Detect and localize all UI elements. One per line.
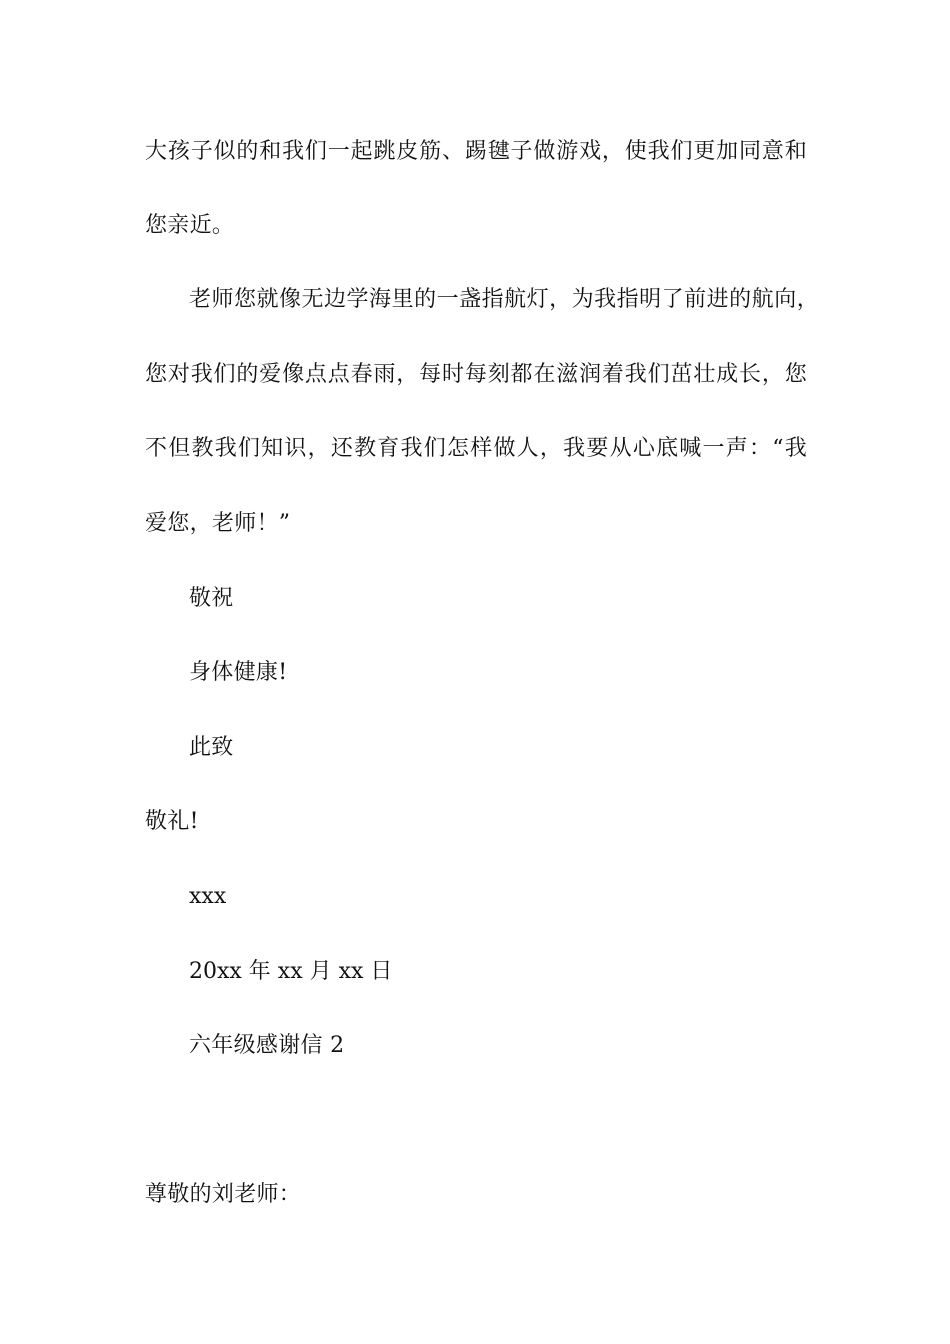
section-title: 六年级感谢信 2 <box>189 1033 345 1058</box>
date: 20xx 年 xx 月 xx 日 <box>189 959 393 984</box>
letter-greeting: 尊敬的刘老师： <box>145 1182 302 1207</box>
paragraph-line: 不但教我们知识，还教育我们怎样做人，我要从心底喊一声：“我 <box>145 436 807 461</box>
paragraph-line: 您亲近。 <box>145 213 235 238</box>
paragraph-line: 老师您就像无边学海里的一盏指航灯，为我指明了前进的航向， <box>189 287 819 312</box>
health-wish: 身体健康! <box>189 660 288 685</box>
paragraph-line: 大孩子似的和我们一起跳皮筋、踢毽子做游戏，使我们更加同意和 <box>145 139 807 164</box>
salute: 敬礼! <box>145 809 199 834</box>
closing-wish: 敬祝 <box>189 586 234 611</box>
salutation-closing: 此致 <box>189 735 234 760</box>
signature: xxx <box>189 884 227 909</box>
paragraph-line: 您对我们的爱像点点春雨，每时每刻都在滋润着我们茁壮成长，您 <box>145 362 807 387</box>
paragraph-line: 爱您，老师！” <box>145 511 291 536</box>
